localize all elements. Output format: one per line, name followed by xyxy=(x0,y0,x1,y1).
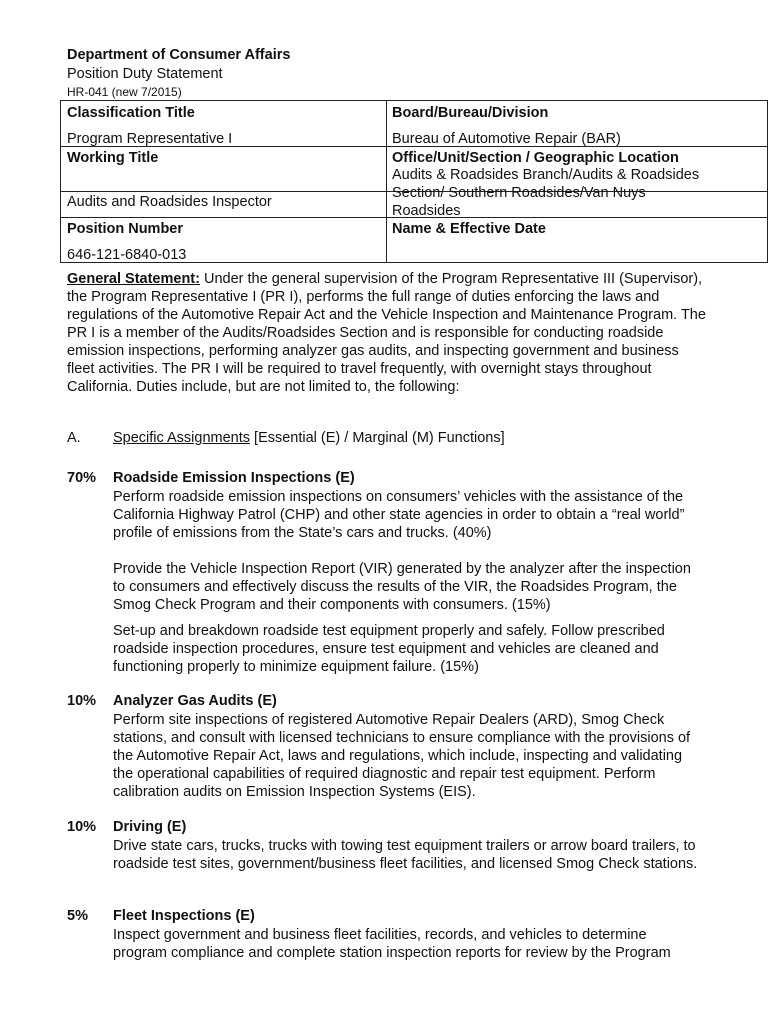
duty-title: Roadside Emission Inspections (E) xyxy=(113,470,355,486)
department-name: Department of Consumer Affairs xyxy=(67,47,291,63)
general-statement-label: General Statement: xyxy=(67,271,200,287)
position-number-label: Position Number xyxy=(67,221,184,237)
general-statement-text: Under the general supervision of the Program Representative III (Supervisor), the Program Representative I (PR I), performs the full range of duties enforcing the laws and regulations of the Automotive Repair Act and the Vehicle Inspection and Maintenance Program. The PR I is a member of the Audits/Roadsides Section and is responsible for conducting roadside emission inspections, performing analyzer gas audits, and inspecting government and business fleet activities. The PR I will be required to travel frequently, with overnight stays throughout California. Duties include, but are not limited to, the following: xyxy=(67,271,706,395)
duty-percent: 70% xyxy=(67,470,97,486)
duty-percent: 10% xyxy=(67,693,97,709)
duty-title: Fleet Inspections (E) xyxy=(113,908,255,924)
document-title: Position Duty Statement xyxy=(67,66,223,82)
general-statement xyxy=(67,270,707,396)
classification-title-value: Program Representative I xyxy=(67,131,233,147)
section-title-rest: [Essential (E) / Marginal (M) Functions] xyxy=(250,430,505,446)
position-number-value: 646-121-6840-013 xyxy=(67,247,187,263)
position-info-table xyxy=(60,100,768,263)
board-label: Board/Bureau/Division xyxy=(392,105,549,121)
duty-paragraph: Drive state cars, trucks, trucks with towing test equipment trailers or arrow board trailers, to roadside test sites, government/business fleet facilities, and licensed Smog Check stations. xyxy=(113,838,698,872)
duty-title: Driving (E) xyxy=(113,819,187,835)
duty-paragraph: Perform site inspections of registered Automotive Repair Dealers (ARD), Smog Check stations, and consult with licensed technicians to ensure compliance with the provisions of the Automotive Repair Act, laws and regulations, which include, inspecting and validating the operational capabilities of required diagnostic and repair test equipment. Perform calibration audits on Emission Inspection Systems (EIS). xyxy=(113,712,691,800)
duty-paragraph: Set-up and breakdown roadside test equipment properly and safely. Follow prescribed roadside inspection procedures, ensure test equipment and vehicles are cleaned and functioning properly to minimize equipment failure. (15%) xyxy=(113,623,665,675)
duty-title: Analyzer Gas Audits (E) xyxy=(113,693,277,709)
table-divider-vertical xyxy=(386,101,387,262)
name-date-label: Name & Effective Date xyxy=(392,221,546,237)
section-letter: A. xyxy=(67,430,81,446)
duty-paragraph: Provide the Vehicle Inspection Report (VIR) generated by the analyzer after the inspection to consumers and effectively discuss the results of the VIR, the Roadsides Program, the Smog Check Program and their components with consumers. (15%) xyxy=(113,561,691,613)
duty-percent: 10% xyxy=(67,819,97,835)
board-value: Bureau of Automotive Repair (BAR) xyxy=(392,131,621,147)
office-value: Audits & Roadsides Branch/Audits & Roadsides Section/ Southern Roadsides/Van Nuys Roadsides xyxy=(392,167,700,219)
duty-percent: 5% xyxy=(67,908,88,924)
working-title-label: Working Title xyxy=(67,150,159,166)
classification-title-label: Classification Title xyxy=(67,105,195,121)
section-title-underlined: Specific Assignments xyxy=(113,430,251,446)
duty-paragraph: Inspect government and business fleet facilities, records, and vehicles to determine program compliance and complete station inspection reports for review by the Program xyxy=(113,927,671,961)
section-title xyxy=(113,430,505,446)
working-title-value: Audits and Roadsides Inspector xyxy=(67,194,272,210)
duty-paragraph: Perform roadside emission inspections on consumers’ vehicles with the assistance of the California Highway Patrol (CHP) and other state agencies in order to obtain a “real world” profile of emissions from the State’s cars and trucks. (40%) xyxy=(113,489,685,541)
office-label: Office/Unit/Section / Geographic Location xyxy=(392,150,679,166)
form-number: HR-041 (new 7/2015) xyxy=(67,85,182,99)
